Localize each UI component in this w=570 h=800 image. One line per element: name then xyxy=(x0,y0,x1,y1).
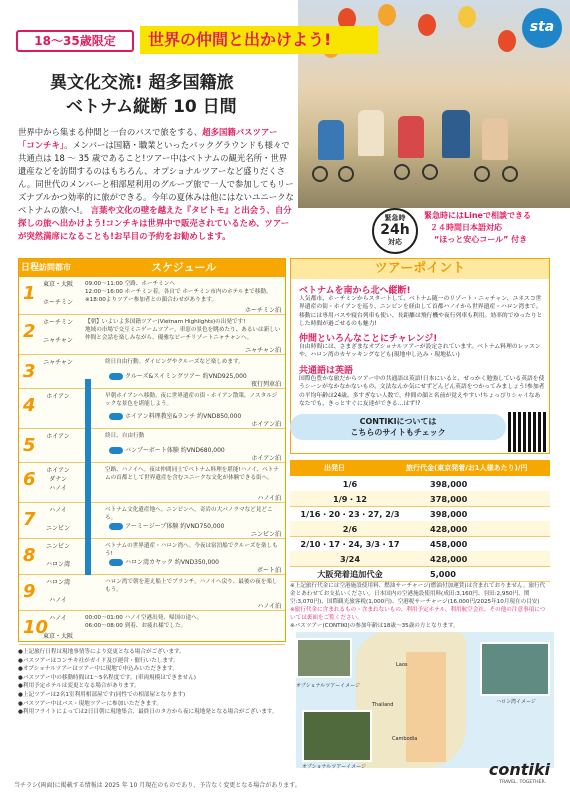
intro-highlight1: 超多国籍バスツアー「コンチキ」 xyxy=(18,127,278,150)
opt-icon xyxy=(109,523,123,530)
lantern-icon xyxy=(498,30,516,52)
page-title: 異文化交流! 超多国籍旅 xyxy=(50,73,234,93)
day-number: 3 xyxy=(23,361,36,382)
optional-tour-text: アーミージープ体験 約VND750,000 xyxy=(125,523,225,530)
city: 東京・大阪 ホーチミン xyxy=(42,281,73,306)
price-notes xyxy=(290,582,550,630)
col-price: 旅行代金(東京発着/お1人様あたり)/円 xyxy=(406,464,528,472)
price-value: 5,000 xyxy=(430,569,456,579)
price-header xyxy=(290,460,550,476)
city: ホイアン xyxy=(46,433,70,440)
hotel: ハノイ泊 xyxy=(257,495,281,502)
price-row xyxy=(290,491,550,507)
vietnam-land xyxy=(406,652,446,762)
price-row xyxy=(290,521,550,537)
lantern-icon xyxy=(458,6,476,28)
intro-part2: 。メンバーは国籍・職業といったバックグラウンドも様々で共通点は 18 ～ 35 歳であること!ツアー中はベトナムの観光名所・世界遺産などを訪問するのはもちろん、オプショナルツアーなど盛りだくさん。同世代のメンバーと相部屋利用のグループ旅で一人で参加してもリーズナブルかつ効率的に旅ができる。今年の夏休みは他にはないユニークなベトナムの旅へ!。 xyxy=(18,140,294,215)
schedule-text: 終日自由行動。ダイビングやクルーズなど楽しめます。 xyxy=(105,359,244,365)
opt-icon xyxy=(109,447,123,454)
price-value: 428,000 xyxy=(430,524,468,534)
optional-tour xyxy=(109,445,225,454)
wheel xyxy=(312,166,328,182)
optional-tour-text: ハロン湾カヤック 約VND350,000 xyxy=(125,559,219,566)
optional-tour-text: バンブーボート体験 約VND680,000 xyxy=(125,447,225,454)
note-item: ●上記旅行日程は現地事情等により変更となる場合がございます。 xyxy=(18,649,185,655)
vietnam-map xyxy=(296,632,554,768)
wheel xyxy=(394,164,410,180)
schedule-row xyxy=(19,355,285,389)
city: ホイアン ダナン ハノイ xyxy=(46,467,70,492)
cyclist xyxy=(318,120,344,160)
schedule-text: 09:00～11:00 空路、ホーチミンへ 12:00～16:00 ホーチミン着。各自で ホーチミン市内のホテルまで移動。 ※18:00よりツアー参加者との顔合わせがあります。 xyxy=(85,281,272,303)
schedule-row xyxy=(19,463,285,503)
price-value: 378,000 xyxy=(430,494,468,504)
schedule-row xyxy=(19,277,285,315)
day-number: 7 xyxy=(23,509,36,530)
bus-tour-bar xyxy=(85,379,91,575)
price-value: 398,000 xyxy=(430,479,468,489)
schedule-text: 00:00～01:00 ハノイ空港出発、帰国の途へ。 06:00～08:00 到着、お疲れ様でした。 xyxy=(85,615,203,629)
price-note1: ※上記旅行代金には空港施設使用料、燃油サーチャージ(燃油付加運賃)は含まれておりません。旅行代金とあわせてお支払いください。日本国内の空港施設使用料(成田:3,160円、羽田:2,950円、関空:3,070円)、国際観光旅客税(1,000円)、空港税サーチャージ(16,000円/2025年10月現在の目安) xyxy=(290,583,546,605)
day-number: 10 xyxy=(23,617,49,638)
badge-top: 緊急時 xyxy=(384,214,406,222)
price-row xyxy=(290,506,550,522)
schedule-text: 空路、ハノイへ。夜は仲間同士でベトナム料理を堪能!ハノイ、ベトナムの首都として世界遺産を含むユニークな文化が体験できる街へ。 xyxy=(105,467,279,481)
emergency-info xyxy=(424,210,564,246)
age-badge: 18～35歳限定 xyxy=(16,30,134,52)
opt-icon xyxy=(109,413,123,420)
col-city: 訪問都市 xyxy=(39,263,71,272)
price-note2: ※旅行代金に含まれるもの・含まれないもの、利用予定ホテル、利用航空会社、その他の注意事項については裏面をご覧ください。 xyxy=(290,607,546,621)
note-item: ●バスツアーはコンチキ社がガイド及び運営・催行いたします。 xyxy=(18,657,179,664)
day-number: 1 xyxy=(23,283,36,304)
hotel: ホーチミン泊 xyxy=(244,307,281,314)
city: ホーチミン ニャチャン xyxy=(42,319,73,344)
city: ハロン湾 ハノイ xyxy=(45,579,70,604)
schedule-row xyxy=(19,503,285,539)
map-caption-2: ハロン湾イメージ xyxy=(496,699,536,705)
lantern-icon xyxy=(378,4,396,26)
point1-body: 人気都市、ホーチミンからスタートして、ベトナム随一のリゾート・ニャチャン、ユネスコ世界遺産の街・ホイアンを巡り、ニンビンを経由して首都ハノイから世界遺産・ハロン湾まで。移動には専用バスや寝台列車も使い、長距離は飛行機や夜行列車も利用。効率的でゆったりとした時間が過ごせるのも魅力! xyxy=(299,296,543,328)
schedule-text: ベトナムの世界遺産・ハロン湾へ。今夜は宿泊船でクルーズを楽しもう! xyxy=(105,543,278,557)
price-row xyxy=(290,536,550,552)
price-row xyxy=(290,566,550,582)
optional-tour xyxy=(109,371,247,380)
tagline: 世界の仲間と出かけよう! xyxy=(140,26,378,54)
badge-num: 24h xyxy=(380,222,410,238)
price-value: 398,000 xyxy=(430,509,468,519)
day-number: 8 xyxy=(23,545,36,566)
map-label-thailand: Thailand xyxy=(372,702,394,708)
day-number: 4 xyxy=(23,395,36,416)
contiki-link-line1: CONTIKIについては xyxy=(359,417,437,426)
wheel xyxy=(502,166,518,182)
hotel: ニャチャン泊 xyxy=(245,347,281,354)
schedule-table xyxy=(18,258,286,642)
hotel: ボート泊 xyxy=(256,567,281,574)
optional-tour-text: クルーズ&スイミングツアー 約VND925,000 xyxy=(125,373,247,380)
intro-text xyxy=(18,126,294,243)
wheel xyxy=(474,166,490,182)
opt-icon xyxy=(109,373,123,380)
intro-part1: 世界中から集まる仲間と一台のバスで旅をする、 xyxy=(18,127,203,137)
optional-tour xyxy=(109,557,219,566)
departure-date: 2/10・17・24, 3/3・17 xyxy=(300,539,400,549)
emergency-line2: ２４時間日本語対応 xyxy=(430,223,502,232)
wheel xyxy=(422,164,438,180)
point2-body: 自由時間には、さまざまなオプショナルツアーが設定されています。ベトナム料理のレッスンや、ハロン湾のカヤッキングなども(現地申し込み・現地払い) xyxy=(299,344,541,359)
schedule-row xyxy=(19,315,285,355)
price-row xyxy=(290,551,550,567)
map-label-laos: Laos xyxy=(396,662,408,668)
point2-title: 仲間といろんなことにチャレンジ! xyxy=(299,334,438,344)
intro-highlight2: 言葉や文化の壁を越えた『タビトモ』と出会う、自分探しの旅へ出かけよう!コンチキは世界中で販売されているため、ツアーが突然満席になることも!お早目の予約をお勧めします。 xyxy=(18,205,292,241)
footer-text: 当チラシ(両面)に掲載する情報は 2025 年 10 月現在のものであり、予告なく変更となる場合があります。 xyxy=(14,782,301,789)
emergency-24h-badge xyxy=(372,208,418,254)
price-value: 428,000 xyxy=(430,554,468,564)
schedule-text: 早朝ホイアンへ移動。夜に世界遺産の街・ホイアン散策。ノスタルジックな景色を堪能しよう。 xyxy=(105,393,278,407)
point3-body: 国際色豊かな旅だからツアー中の共通語は英語!日本にいると、せっかく勉強している英語を使うシーンがなかなかないもの。文法なんか気にせずどんどん英語をつかってみましょう!参加者の平均年齢は24歳。多すぎない人数で、仲間の顔と名前が覚えやすい!ちょっぴりシャイなあなたでも、きっとすぐに友達ができる…はず!? xyxy=(299,376,545,408)
page-subtitle: ベトナム縦断 10 日間 xyxy=(66,97,237,117)
cyclist xyxy=(482,118,508,160)
map-caption-3: オプショナルツアーイメージ xyxy=(302,764,367,770)
schedule-row xyxy=(19,429,285,463)
badge-bottom: 対応 xyxy=(388,238,402,246)
optional-tour-text: ホイアン料理教室&ランチ 約VND850,000 xyxy=(125,413,242,420)
lantern-icon xyxy=(418,14,436,36)
map-caption-1: オプショナルツアーイメージ xyxy=(296,683,361,689)
schedule-row xyxy=(19,575,285,611)
day-number: 2 xyxy=(23,321,36,342)
note-item: ●バスツアー中はバス・現地ツアーに参加いただきます。 xyxy=(18,700,162,707)
schedule-text: ハロン湾で朝を迎え船上でブランチ。ハノイへ戻り、最後の夜を楽しもう。 xyxy=(105,579,278,593)
departure-date: 1/16・20・23・27, 2/3 xyxy=(300,509,400,519)
contiki-link-button[interactable] xyxy=(290,414,506,440)
contiki-tagline: TRAVEL. TOGETHER. xyxy=(499,780,546,785)
day-number: 5 xyxy=(23,435,36,456)
note-item: ●利用予定ホテルは変更となる場合があります。 xyxy=(18,683,140,690)
opt-icon xyxy=(109,559,123,566)
map-label-cambodia: Cambodia xyxy=(392,736,418,742)
optional-tour xyxy=(109,521,224,530)
cyclist xyxy=(442,110,470,158)
schedule-text: 【朝】いよいよ多国籍ツアー(Vietnam Highlights)の出発です! 地域の市場で交互ミニゲームツアー。車窓の景色を眺めたり、あるいは新しい仲間と会話を楽しみながら、優雅なビーチリゾートニャチャンへ。 xyxy=(85,319,281,341)
day-number: 9 xyxy=(23,581,36,602)
optional-tour-photo xyxy=(296,638,352,678)
note-item: ●オプショナルツアーはツアー中に現地で申込みいただきます。 xyxy=(18,666,178,673)
schedule-row xyxy=(19,611,285,645)
point3-title: 共通語は英語 xyxy=(299,366,354,376)
cyclist xyxy=(398,116,424,158)
col-day: 日程 xyxy=(21,263,40,273)
schedule-row xyxy=(19,389,285,429)
price-note3: ※バスツアー(CONTIKI)の参加年齢は18歳～35歳の方となります。 xyxy=(290,623,459,629)
hotel: ニンビン泊 xyxy=(250,531,281,538)
optional-tour-photo-2 xyxy=(302,710,372,762)
city: ハノイ 東京・大阪 xyxy=(42,615,73,640)
halong-photo xyxy=(480,642,550,696)
col-date: 出発日 xyxy=(324,464,345,472)
price-row xyxy=(290,476,550,492)
city: ニャチャン xyxy=(43,359,73,366)
emergency-line3: “ほっと安心コール” 付き xyxy=(434,235,528,244)
cyclist xyxy=(358,110,384,156)
qr-code[interactable] xyxy=(508,412,548,452)
hotel: ハノイ泊 xyxy=(257,603,281,610)
hotel: ホイアン泊 xyxy=(251,421,281,428)
schedule-notes xyxy=(18,648,286,717)
emergency-line1: 緊急時にはLineで相談できる xyxy=(424,211,531,220)
schedule-header xyxy=(19,259,285,277)
hotel: ホイアン泊 xyxy=(251,455,281,462)
city: ニンビン ハロン湾 xyxy=(45,543,70,568)
departure-date: 2/6 xyxy=(342,524,358,534)
contiki-link-line2: こちらのサイトもチェック xyxy=(350,428,446,437)
wheel xyxy=(338,166,354,182)
schedule-row xyxy=(19,539,285,575)
departure-date: 3/24 xyxy=(339,554,361,564)
schedule-text: 終日、自由行動 xyxy=(105,433,145,439)
point1-title: ベトナムを南から北へ縦断! xyxy=(299,286,411,296)
city: ホイアン xyxy=(46,393,70,400)
note-item: ●上記ツアーは2名1室利用相部屋です(同性での相部屋となります) xyxy=(18,691,186,698)
points-title: ツアーポイント xyxy=(291,259,549,279)
note-item: ●バスツアー中の移動時間は1～5名程度です。(車両規模はできません) xyxy=(18,674,196,681)
contiki-logo: contiki xyxy=(488,760,550,779)
sta-logo: sta xyxy=(522,8,562,48)
departure-date: 大阪発着追加代金 xyxy=(317,569,383,579)
day-number: 6 xyxy=(23,469,36,490)
departure-date: 1/6 xyxy=(342,479,358,489)
col-schedule: スケジュール xyxy=(151,261,217,274)
schedule-text: ベトナム文化遺産地へ。ニンビンへ。奇岩の大パノラマなど見どころ。 xyxy=(105,507,273,521)
optional-tour xyxy=(109,411,241,420)
departure-date: 1/9・12 xyxy=(333,494,367,504)
price-value: 458,000 xyxy=(430,539,468,549)
hotel: 夜行列車泊 xyxy=(250,381,281,388)
city: ハノイ ニンビン xyxy=(45,507,70,532)
note-item: ●利用フライトによっては2日目朝に現地集合、最終日のタ方から夜に現地発となる場合がございます。 xyxy=(18,709,278,716)
